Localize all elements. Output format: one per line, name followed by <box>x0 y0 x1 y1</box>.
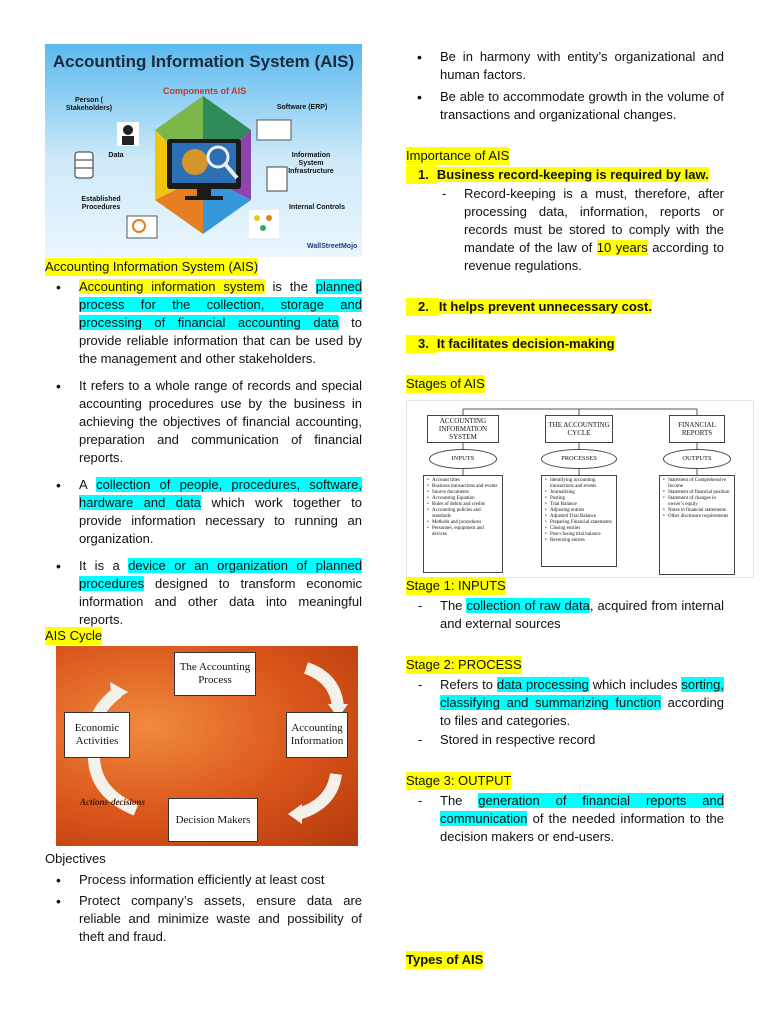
text: according to files and categories. <box>440 695 724 728</box>
ais-figure-subtitle: Components of AIS <box>163 86 247 96</box>
text: The <box>440 793 479 808</box>
stage2-list <box>406 676 724 749</box>
list-item <box>406 676 724 730</box>
list-item: • Personnel, equipment and devices <box>427 526 500 538</box>
objectives-heading: Objectives <box>45 851 106 866</box>
list-item: • Be able to accommodate growth in the volume of transactions and organizational changes. <box>406 88 724 124</box>
text: is the <box>264 279 316 294</box>
item-number: 3. <box>406 335 437 353</box>
highlight-text: Accounting information system <box>79 279 265 294</box>
stage3-heading: Stage 3: OUTPUT <box>406 773 512 788</box>
highlight-text: planned process for the collection, storage and processing of financial accounting data <box>79 279 363 330</box>
label-infrastructure: Information System Infrastructure <box>288 152 334 175</box>
list-item: • Journalizing <box>545 490 614 496</box>
types-heading: Types of AIS <box>406 952 484 967</box>
label-controls: Internal Controls <box>288 204 345 211</box>
inputs-list <box>423 475 503 573</box>
importance-item-1 <box>406 166 709 184</box>
list-item: • Adjusted Trial Balance <box>545 514 614 520</box>
list-item <box>406 597 724 633</box>
list-item: • Rules of debits and credits <box>427 502 500 508</box>
magnifier-icon <box>127 216 157 238</box>
highlight-text: device or an organization of planned procedures <box>79 558 362 591</box>
stages-heading: Stages of AIS <box>406 376 485 391</box>
list-item: • Protect company’s assets, ensure data are reliable and minimize waste and possibility of theft and fraud. <box>45 892 362 946</box>
text: , acquired from internal and external sources <box>440 598 725 631</box>
highlight-text: generation of financial reports and communication <box>440 793 724 826</box>
importance-item-2 <box>406 298 652 316</box>
list-item: • Identifying accounting transactions and events <box>545 478 614 490</box>
list-item: • Post-closing trial balance <box>545 532 614 538</box>
accounting-information-box: Accounting Information <box>286 712 348 758</box>
computer-icon <box>257 120 291 140</box>
decision-makers-box: Decision Makers <box>168 798 258 842</box>
list-item <box>45 278 362 368</box>
ais-heading: Accounting Information System (AIS) <box>45 259 259 274</box>
list-item <box>45 476 362 548</box>
list-item: • Preparing Financial statements <box>545 520 614 526</box>
highlight-text: 10 years <box>596 240 648 255</box>
stage-header-cycle: THE ACCOUNTING CYCLE <box>545 415 613 443</box>
database-icon <box>75 152 93 178</box>
label-person: Person ( Stakeholders) <box>65 97 113 112</box>
list-item: • It refers to a whole range of records and special accounting procedures use by the business in achieving the objectives of financial accounting, preparation and communication of financial reports. <box>45 377 362 467</box>
list-item: • Trial Balance <box>545 502 614 508</box>
list-item: • Account titles <box>427 478 500 484</box>
item-text: It helps prevent unnecessary cost. <box>438 299 652 314</box>
ais-components-figure <box>45 44 362 257</box>
outputs-oval: OUTPUTS <box>663 449 731 469</box>
ais-bullet-list <box>45 278 362 629</box>
list-item: • Notes to financial statements <box>663 508 732 514</box>
list-item <box>430 185 724 275</box>
list-item: • Statement of Comprehensive Income <box>663 478 732 490</box>
accounting-process-box: The Accounting Process <box>174 652 256 696</box>
text: according to revenue regulations. <box>464 240 724 273</box>
label-software: Software (ERP) <box>276 104 328 111</box>
highlight-text: sorting, classifying and summarizing function <box>440 677 725 710</box>
ais-cycle-figure <box>56 646 358 846</box>
stage2-heading: Stage 2: PROCESS <box>406 657 522 672</box>
stage3-list <box>406 792 724 846</box>
list-item: • Adjusting entries <box>545 508 614 514</box>
text: of the needed information to the decision makers or end-users. <box>440 811 724 844</box>
highlight-text: collection of raw data <box>466 598 590 613</box>
text: It is a <box>79 558 129 573</box>
inputs-oval: INPUTS <box>429 449 497 469</box>
objectives-continued-list <box>406 48 724 124</box>
stage1-heading: Stage 1: INPUTS <box>406 578 506 593</box>
label-procedures: Established Procedures <box>81 196 121 211</box>
highlight-text: collection of people, procedures, software, hardware and data <box>79 477 362 510</box>
list-item <box>406 792 724 846</box>
list-item: - Stored in respective record <box>406 731 724 749</box>
text: which includes <box>588 677 682 692</box>
item-number: 2. <box>406 298 439 316</box>
actions-decisions-label: Actions-decisions <box>80 797 146 807</box>
label-data: Data <box>108 152 124 159</box>
item-text: It facilitates decision-making <box>436 336 615 351</box>
ais-figure-title: Accounting Information System (AIS) <box>52 52 355 71</box>
list-item: • Accounting policies and standards <box>427 508 500 520</box>
list-item: • Reversing entries <box>545 538 614 544</box>
list-item: • Statement of financial position <box>663 490 732 496</box>
stage-header-ais: ACCOUNTING INFORMATION SYSTEM <box>427 415 499 443</box>
importance-item-3 <box>406 335 615 353</box>
ais-components-diagram <box>45 44 362 257</box>
outputs-list <box>659 475 735 575</box>
people-icon <box>249 210 279 238</box>
list-item: • Methods and procedures <box>427 520 500 526</box>
text: to provide reliable information that can be used by the management and other stakeholders. <box>79 315 362 366</box>
watermark: WallStreetMojo <box>307 243 358 250</box>
stage-header-reports: FINANCIAL REPORTS <box>669 415 725 443</box>
stage1-list <box>406 597 724 633</box>
cycle-heading: AIS Cycle <box>45 628 103 643</box>
economic-activities-box: Economic Activities <box>64 712 130 758</box>
text: Refers to <box>440 677 497 692</box>
text: Record-keeping is a must, therefore, after processing data, information, reports or records must be stored to comply with the mandate of the law of <box>464 186 724 255</box>
text: The <box>440 598 467 613</box>
highlight-text: data processing <box>496 677 589 692</box>
list-item: • Posting <box>545 496 614 502</box>
item-text: Business record-keeping is required by law. <box>436 167 709 182</box>
list-item: • Source documents <box>427 490 500 496</box>
text: A <box>79 477 97 492</box>
list-item: • Process information efficiently at least cost <box>45 871 362 889</box>
stages-figure <box>406 400 754 578</box>
text: designed to transform economic information and other data into meaningful reports. <box>79 576 362 627</box>
list-item: • Accounting Equation <box>427 496 500 502</box>
importance-detail-list <box>430 185 724 275</box>
importance-heading: Importance of AIS <box>406 148 510 163</box>
processes-list <box>541 475 617 567</box>
list-item: • Statement of changes in owner’s equity <box>663 496 732 508</box>
list-item: • Business transactions and events <box>427 484 500 490</box>
list-item <box>45 557 362 629</box>
text: which work together to provide information necessary to running an organization. <box>79 495 362 546</box>
objectives-list <box>45 871 362 946</box>
processes-oval: PROCESSES <box>541 449 617 469</box>
list-item: • Be in harmony with entity’s organizational and human factors. <box>406 48 724 84</box>
list-item: • Other disclosure requirements <box>663 514 732 520</box>
item-number: 1. <box>406 166 437 184</box>
list-item: • Closing entries <box>545 526 614 532</box>
